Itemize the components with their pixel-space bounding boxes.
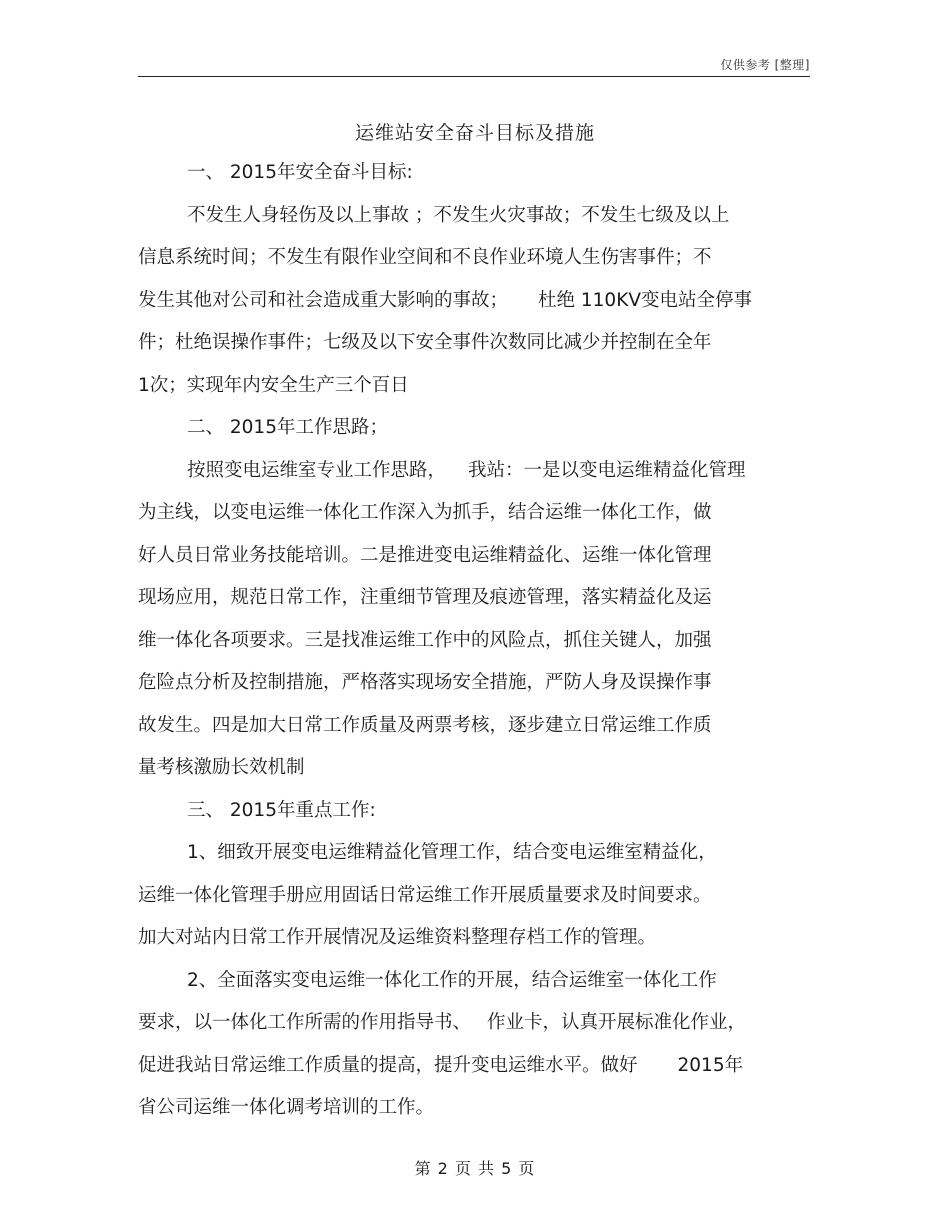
paragraph-line: 信息系统时间；不发生有限作业空间和不良作业环境人生伤害事件；不 [138, 247, 712, 268]
paragraph-line: 1次；实现年内安全生产三个百日 [138, 375, 409, 396]
paragraph-segment: 2015年 [677, 1055, 744, 1076]
paragraph-line: 故发生。四是加大日常工作质量及两票考核，逐步建立日常运维工作质 [138, 715, 712, 736]
paragraph-line [138, 1057, 743, 1076]
section-heading: 三、 2015年重点工作: [187, 800, 376, 821]
paragraph-line: 量考核激励长效机制 [138, 757, 305, 778]
header-note: 仅供参考 [整理] [720, 58, 810, 72]
section-heading: 二、 2015年工作思路； [187, 417, 388, 438]
page-number-footer: 第 2 页 共 5 页 [414, 1159, 536, 1178]
paragraph-segment: 促进我站日常运维工作质量的提高，提升变电运维水平。做好 [138, 1055, 638, 1076]
paragraph-line: 现场应用，规范日常工作，注重细节管理及痕迹管理，落实精益化及运 [138, 587, 712, 608]
paragraph-line: 2、全面落实变电运维一体化工作的开展，结合运维室一体化工作 [187, 970, 717, 991]
paragraph-segment: 发生其他对公司和社会造成重大影响的事故； [138, 290, 509, 311]
page-title: 运维站安全奋斗目标及措施 [354, 122, 595, 144]
paragraph-line: 件；杜绝误操作事件；七级及以下安全事件次数同比减少并控制在全年 [138, 332, 712, 353]
header-rule [138, 76, 810, 77]
paragraph-line [187, 462, 746, 481]
paragraph-segment: 杜绝 110KV变电站全停事 [538, 290, 752, 311]
paragraph-line: 维一体化各项要求。三是找准运维工作中的风险点，抓住关键人，加强 [138, 630, 712, 651]
paragraph-line [138, 1014, 746, 1033]
paragraph-line: 1、细致开展变电运维精益化管理工作，结合变电运维室精益化， [187, 842, 717, 863]
paragraph-line: 危险点分析及控制措施，严格落实现场安全措施，严防人身及误操作事 [138, 672, 712, 693]
paragraph-line: 为主线，以变电运维一体化工作深入为抓手，结合运维一体化工作，做 [138, 502, 712, 523]
paragraph-line: 不发生人身轻伤及以上事故 ；不发生火灾事故；不发生七级及以上 [187, 205, 730, 226]
paragraph-segment: 我站：一是以变电运维精益化管理 [468, 460, 746, 481]
paragraph-segment: 作业卡，认真开展标准化作业， [487, 1012, 747, 1033]
paragraph-segment: 要求，以一体化工作所需的作用指导书、 [138, 1012, 472, 1033]
section-heading: 一、 2015年安全奋斗目标: [187, 162, 413, 183]
paragraph-line: 省公司运维一体化调考培训的工作。 [138, 1097, 435, 1118]
paragraph-line: 运维一体化管理手册应用固话日常运维工作开展质量要求及时间要求。 [138, 885, 712, 906]
paragraph-line: 好人员日常业务技能培训。二是推进变电运维精益化、运维一体化管理 [138, 545, 712, 566]
paragraph-segment: 按照变电运维室专业工作思路， [187, 460, 447, 481]
paragraph-line [138, 292, 752, 311]
paragraph-line: 加大对站内日常工作开展情况及运维资料整理存档工作的管理。 [138, 927, 657, 948]
